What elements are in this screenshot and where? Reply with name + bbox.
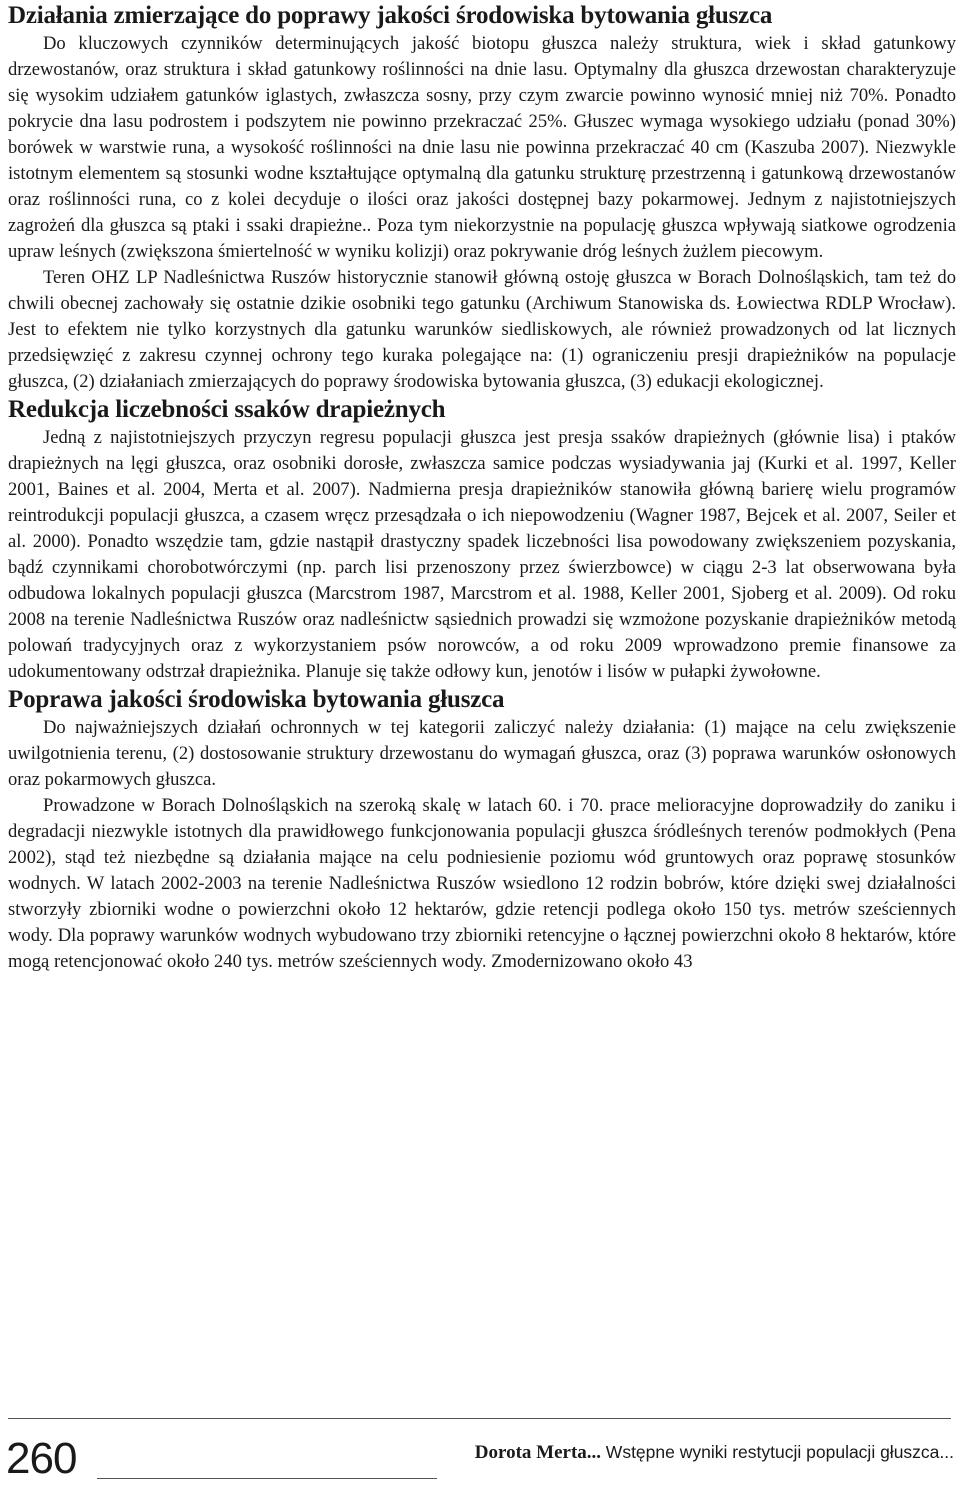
paragraph-predator-pressure: Jedną z najistotniejszych przyczyn regresu populacji głuszca jest presja ssaków drapieżnych (głównie lisa) i ptaków drapieżnych na lęgi głuszca, oraz osobniki dorosłe, zwłaszcza samice podczas wysiadywania jaj (Kurki et al. 1997, Keller 2001, Baines et al. 2004, Merta et al. 2007). Nadmierna presja drapieżników stanowiła główną barierę wielu programów reintrodukcji populacji głuszca, a czasem wręcz przesądzała o ich niepowodzeniu (Wagner 1987, Bejcek et al. 2007, Seiler et al. 2000). Ponadto wszędzie tam, gdzie nastąpił drastyczny spadek liczebności lisa powodowany zwiększeniem pozyskania, bądź czynnikami chorobotwórczymi (np. parch lisi przenoszony przez świerzbowce) w ciągu 2-3 lat obserwowana była odbudowa lokalnych populacji głuszca (Marcstrom 1987, Marcstrom et al. 1988, Keller 2001, Sjoberg et al. 2009). Od roku 2008 na terenie Nadleśnictwa Ruszów oraz nadleśnictw sąsiednich prowadzi się wzmożone pozyskanie drapieżników metodą polowań tradycyjnych oraz z wykorzystaniem psów norowców, a od roku 2009 wprowadzono premie finansowe za udokumentowany odstrzał drapieżnika. Planuje się także odłowy kun, jenotów i lisów w pułapki żywołowne. bbox=[8, 427, 956, 682]
footer-divider bbox=[8, 1418, 951, 1419]
paragraph-water-retention: Prowadzone w Borach Dolnośląskich na szeroką skalę w latach 60. i 70. prace melioracyjne doprowadziły do zaniku i degradacji niezwykle istotnych dla prawidłowego funkcjonowania populacji głuszca śródleśnych terenów podmokłych (Pena 2002), stąd też niezbędne są działania mające na celu podniesienie poziomu wód gruntowych oraz poprawę stosunków wodnych. W latach 2002-2003 na terenie Nadleśnictwa Ruszów wsiedlono 12 rodzin bobrów, które dzięki swej działalności stworzyły zbiorniki wodne o powierzchni około 12 hektarów, gdzie retencji podlega około 150 tys. metrów sześciennych wody. Dla poprawy warunków wodnych wybudowano trzy zbiorniki retencyjne o łącznej powierzchni około 8 hektarów, które mogą retencjonować około 240 tys. metrów sześciennych wody. Zmodernizowano około 43 bbox=[8, 795, 956, 972]
footer-underline bbox=[97, 1478, 437, 1479]
document-page bbox=[8, 0, 956, 975]
running-title bbox=[475, 1440, 954, 1465]
page-number: 260 bbox=[6, 1434, 77, 1483]
paragraph-protective-actions: Do najważniejszych działań ochronnych w tej kategorii zaliczyć należy działania: (1) mające na celu zwiększenie uwilgotnienia terenu, (2) dostosowanie struktury drzewostanu do wymagań głuszca, oraz (3) poprawa warunków osłonowych oraz pokarmowych głuszca. bbox=[8, 717, 956, 790]
running-title-subtitle: Wstępne wyniki restytucji populacji głuszca... bbox=[605, 1442, 954, 1462]
running-title-author: Dorota Merta... bbox=[474, 1442, 602, 1463]
section-heading-habitat-quality: Poprawa jakości środowiska bytowania głuszca bbox=[8, 686, 505, 713]
section-heading-habitat-actions: Działania zmierzające do poprawy jakości środowiska bytowania głuszca bbox=[8, 2, 773, 29]
section-heading-predator-reduction: Redukcja liczebności ssaków drapieżnych bbox=[8, 396, 446, 423]
paragraph-ohz-ruszow: Teren OHZ LP Nadleśnictwa Ruszów historycznie stanowił główną ostoję głuszca w Borach Dolnośląskich, tam też do chwili obecnej zachowały się ostatnie dzikie osobniki tego gatunku (Archiwum Stanowiska ds. Łowiectwa RDLP Wrocław). Jest to efektem nie tylko korzystnych dla gatunku warunków siedliskowych, ale również prowadzonych od lat licznych przedsięwzięć z zakresu czynnej ochrony tego kuraka polegające na: (1) ograniczeniu presji drapieżników na populacje głuszca, (2) działaniach zmierzających do poprawy środowiska bytowania głuszca, (3) edukacji ekologicznej. bbox=[8, 267, 956, 392]
paragraph-habitat-factors: Do kluczowych czynników determinujących jakość biotopu głuszca należy struktura, wiek i skład gatunkowy drzewostanów, oraz struktura i skład gatunkowy roślinności na dnie lasu. Optymalny dla głuszca drzewostan charakteryzuje się wysokim udziałem gatunków iglastych, zwłaszcza sosny, przy czym zwarcie powinno wynosić mniej niż 70%. Ponadto pokrycie dna lasu podrostem i podszytem nie powinno przekraczać 25%. Głuszec wymaga wysokiego udziału (ponad 30%) borówek w warstwie runa, a wysokość roślinności na dnie lasu nie powinna przekraczać 40 cm (Kaszuba 2007). Niezwykle istotnym elementem są stosunki wodne kształtujące optymalną dla gatunku strukturę przestrzenną i gatunkową drzewostanów oraz roślinności runa, co z kolei decyduje o ilości oraz jakości dostępnej bazy pokarmowej. Jednym z najistotniejszych zagrożeń dla głuszca są ptaki i ssaki drapieżne.. Poza tym niekorzystnie na populację głuszca wpływają siatkowe ogrodzenia upraw leśnych (zwiększona śmiertelność w wyniku kolizji) oraz pokrywanie dróg leśnych żużlem piecowym. bbox=[8, 33, 956, 262]
